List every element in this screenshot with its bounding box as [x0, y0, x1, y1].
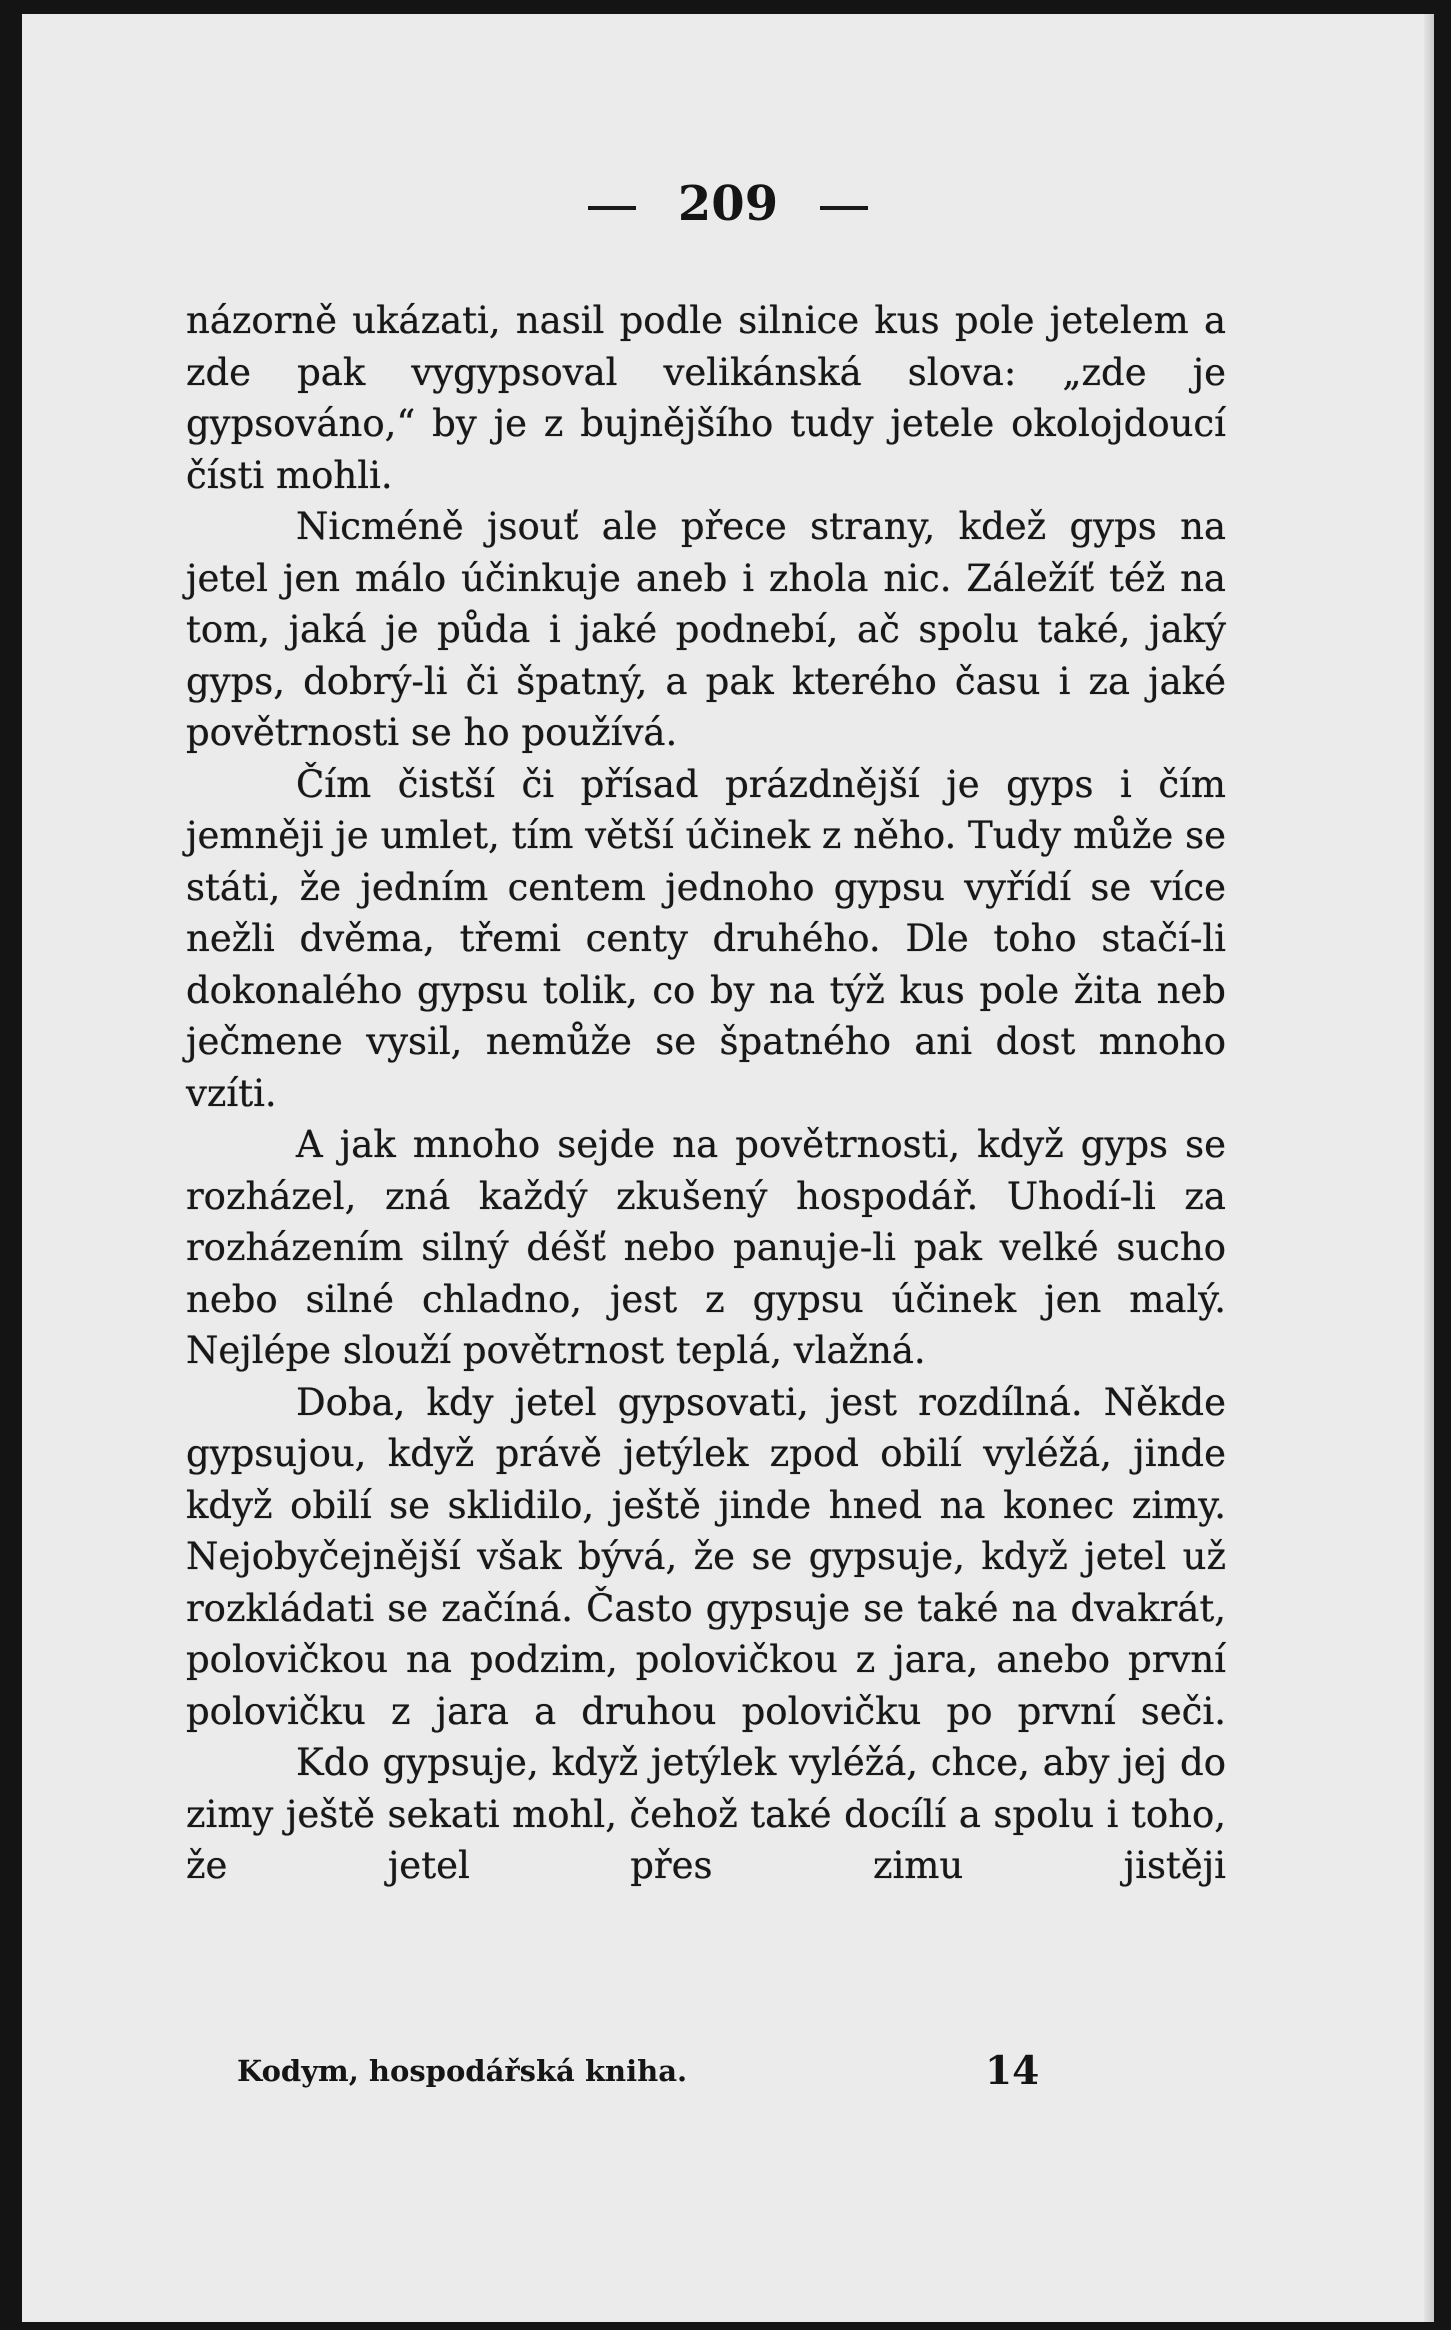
- body-text: [186, 295, 1226, 1892]
- paragraph: názorně ukázati, nasil podle silnice kus pole jetelem a zde pak vygypsoval velikánská slova: „zde je gypsováno,“ by je z bujnějšího tudy jetele okolojdoucí čísti mohli.: [186, 299, 1226, 497]
- paragraph: A jak mnoho sejde na povětrnosti, když gyps se rozházel, zná každý zkušený hospodář. Uhodí-li za rozházením silný déšť nebo panuje-li pak velké sucho nebo silné chladno, jest z gypsu účinek jen malý. Nejlépe slouží povětrnost teplá, vlažná.: [186, 1123, 1226, 1372]
- paragraph: Nicméně jsouť ale přece strany, kdež gyps na jetel jen málo účinkuje aneb i zhola nic. Záležíť též na tom, jaká je půda i jaké podnebí, ač spolu také, jaký gyps, dobrý-li či špatný, a pak kterého času i za jaké povětrnosti se ho používá.: [186, 505, 1226, 754]
- page-header: [22, 164, 1434, 244]
- header-dash-left: [588, 206, 636, 210]
- paragraph: Doba, kdy jetel gypsovati, jest rozdílná. Někde gypsujou, když právě jetýlek zpod obilí vyléžá, jinde když obilí se sklidilo, ještě jinde hned na konec zimy. Nejobyčejnější však bývá, že se gypsuje, když jetel už rozkládati se začíná. Často gypsuje se také na dvakrát, polovičkou na podzim, polovičkou z jara, anebo první polovičku z jara a druhou polovičku po první seči.: [186, 1380, 1226, 1733]
- header-dash-right: [820, 206, 868, 210]
- page-number: 209: [677, 176, 779, 232]
- paragraph: Kdo gypsuje, když jetýlek vyléžá, chce, aby jej do zimy ještě sekati mohl, čehož také docílí a spolu i toho, že jetel přes zimu jistěji: [186, 1741, 1226, 1887]
- page-sheet: [22, 14, 1434, 2322]
- printer-signature: Kodym, hospodářská kniha.: [237, 2054, 688, 2088]
- sheet-number: 14: [985, 2048, 1040, 2094]
- paragraph: Čím čistší či přísad prázdnější je gyps i čím jemněji je umlet, tím větší účinek z něho. Tudy může se státi, že jedním centem jednoho gypsu vyřídí se více nežli dvěma, třemi centy druhého. Dle toho stačí-li dokonalého gypsu tolik, co by na týž kus pole žita neb ječmene vysil, nemůže se špatného ani dost mnoho vzíti.: [186, 762, 1226, 1115]
- page-footer: [237, 2050, 1067, 2100]
